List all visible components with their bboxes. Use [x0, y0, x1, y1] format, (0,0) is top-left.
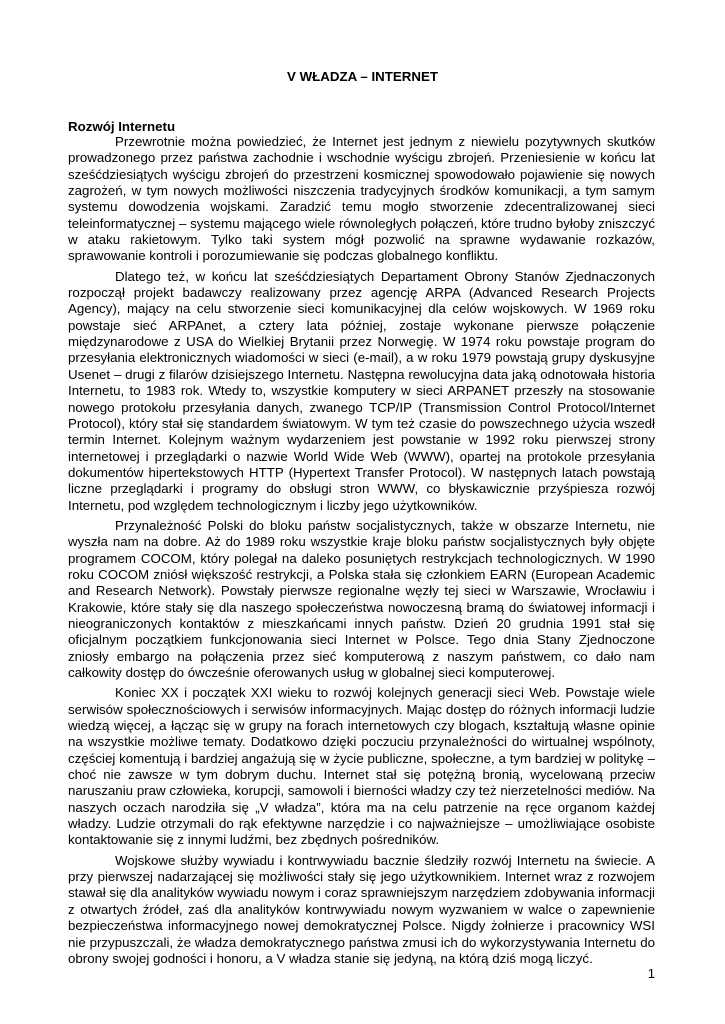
- paragraph: Przewrotnie można powiedzieć, że Internet jest jednym z niewielu pozytywnych skutków prowadzonego przez państwa zachodnie i wschodnie wyścigu zbrojeń. Przeniesienie w końcu lat sześćdziesiątych wyścigu zbrojeń do przestrzeni kosmicznej spowodowało pojawienie się nowych zagrożeń, w tym nowych możliwości niszczenia tradycyjnych środków komunikacji, a tym samym systemu dowodzenia wojskami. Zaradzić temu mogło stworzenie zdecentralizowanej sieci teleinformatycznej – systemu mającego wiele równoległych połączeń, które trudno byłoby zniszczyć w ataku rakietowym. Tylko taki system mógł pozwolić na sprawne wydawanie rozkazów, sprawowanie kontroli i porozumiewanie się podczas globalnego konfliktu.: [68, 134, 655, 264]
- paragraph: Dlatego też, w końcu lat sześćdziesiątych Departament Obrony Stanów Zjednaczonych rozpoczął projekt badawczy realizowany przez agencję ARPA (Advanced Research Projects Agency), mający na celu stworzenie sieci komunikacyjnej dla celów wojskowych. W 1969 roku powstaje sieć ARPAnet, a cztery lata później, zostaje wykonane pierwsze połączenie międzynarodowe z USA do Wielkiej Brytanii przez Norwegię. W 1974 roku powstaje program do przesyłania elektronicznych wiadomości w sieci (e-mail), a w roku 1979 powstają grupy dyskusyjne Usenet – drugi z filarów dzisiejszego Internetu. Następna rewolucyjna data jaką odnotowała historia Internetu, to 1983 rok. Wtedy to, wszystkie komputery w sieci ARPANET przeszły na stosowanie nowego protokołu przesyłania danych, zwanego TCP/IP (Transmission Control Protocol/Internet Protocol), który stał się standardem światowym. W tym też czasie do powszechnego użycia wszedł termin Internet. Kolejnym ważnym wydarzeniem jest powstanie w 1992 roku pierwszej strony internetowej i przeglądarki o nazwie World Wide Web (WWW), opartej na protokole przesyłania dokumentów hipertekstowych HTTP (Hypertext Transfer Protocol). W następnych latach powstają liczne przeglądarki i programy do obsługi stron WWW, co błyskawicznie przyśpiesza rozwój Internetu, pod względem technologicznym i liczby jego użytkowników.: [68, 268, 655, 513]
- paragraph: Przynależność Polski do bloku państw socjalistycznych, także w obszarze Internetu, nie wyszła nam na dobre. Aż do 1989 roku wszystkie kraje bloku państw socjalistycznych były objęte programem COCOM, który polegał na daleko posuniętych restrykcjach technologicznych. W 1990 roku COCOM zniósł większość restrykcji, a Polska stała się członkiem EARN (European Academic and Research Network). Powstały pierwsze regionalne węzły tej sieci w Warszawie, Wrocławiu i Krakowie, które stały się dla naszego społeczeństwa nowoczesną bramą do światowej informacji i nieograniczonych kontaktów z mieszkańcami innych państw. Dzień 20 grudnia 1991 stał się oficjalnym początkiem funkcjonowania sieci Internet w Polsce. Tego dnia Stany Zjednoczone zniosły embargo na połączenia przez sieć komputerową z naszym państwem, co dało nam całkowity dostęp do ówcześnie oferowanych usług w globalnej sieci komputerowej.: [68, 517, 655, 680]
- paragraph: Wojskowe służby wywiadu i kontrwywiadu bacznie śledziły rozwój Internetu na świecie. A przy pierwszej nadarzającej się możliwości stały się jego użytkownikiem. Internet wraz z rozwojem stawał się dla analityków wywiadu nowym i coraz sprawniejszym narzędziem zdobywania informacji z otwartych źródeł, zaś dla analityków kontrwywiadu nowym wyzwaniem w walce o zapewnienie bezpieczeństwa informacyjnego nowej demokratycznej Polsce. Nigdy żołnierze i pracownicy WSI nie przypuszczali, że władza demokratycznego państwa zmusi ich do wykorzystywania Internetu do obrony swojej godności i honoru, a V władza stanie się jedyną, na którą dziś mogą liczyć.: [68, 852, 655, 966]
- paragraph: Koniec XX i początek XXI wieku to rozwój kolejnych generacji sieci Web. Powstaje wiele serwisów społecznościowych i serwisów informacyjnych. Mając dostęp do różnych informacji ludzie wiedzą więcej, a łącząc się w grupy na forach internetowych czy blogach, kształtują własne opinie na wszystkie możliwe tematy. Dodatkowo dzięki poczuciu przynależności do wirtualnej wspólnoty, częściej komentują i bardziej angażują się w życie publiczne, społeczne, a tym bardziej w politykę – choć nie zawsze w tym dobrym duchu. Internet stał się potężną bronią, wycelowaną przeciw naruszaniu praw człowieka, korupcji, samowoli i bierności władzy czy też nierzetelności mediów. Na naszych oczach narodziła się „V władza”, która ma na celu patrzenie na ręce organom każdej władzy. Ludzie otrzymali do rąk efektywne narzędzie i co najważniejsze – umożliwiające osobiste kontaktowanie się z innymi ludźmi, bez zbędnych pośredników.: [68, 685, 655, 848]
- section-heading: Rozwój Internetu: [68, 119, 176, 134]
- document-title: V WŁADZA – INTERNET: [287, 69, 438, 84]
- document-body: [68, 134, 655, 971]
- page-number: 1: [647, 966, 655, 981]
